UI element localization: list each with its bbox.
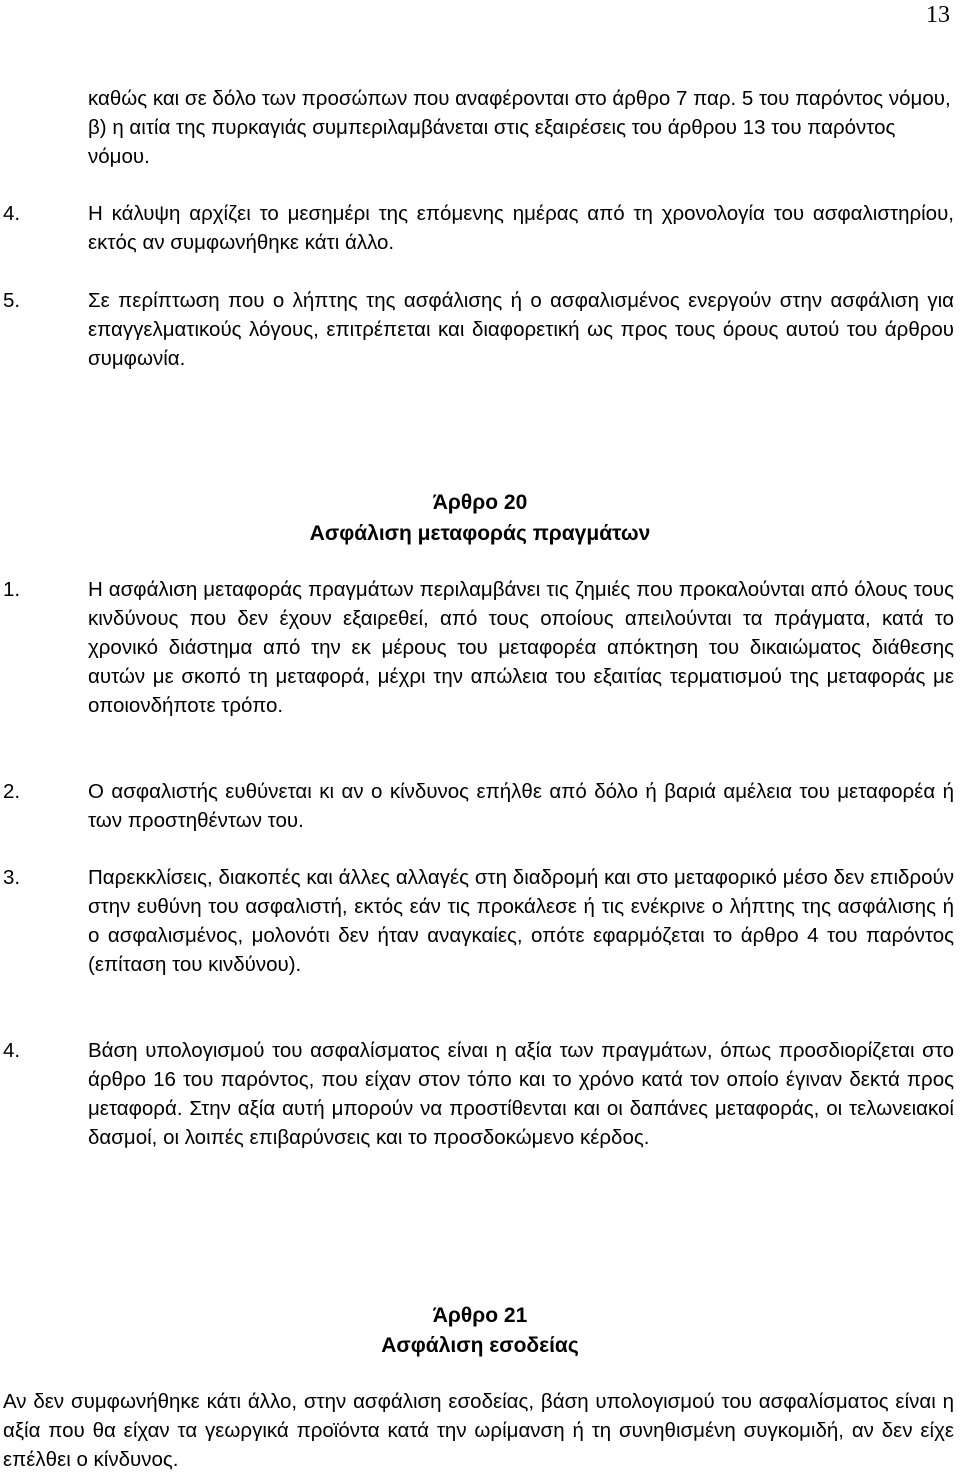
item-text: Ο ασφαλιστής ευθύνεται κι αν ο κίνδυνος επήλθε από δόλο ή βαριά αμέλεια του μεταφορέα ή των προστηθέντων του.: [88, 780, 954, 832]
article-20-title: Ασφάλιση μεταφοράς πραγμάτων: [309, 522, 651, 545]
item-number: 5.: [3, 289, 21, 312]
article-20-heading: Άρθρο 20: [432, 491, 528, 514]
article-21-paragraph: Αν δεν συμφωνήθηκε κάτι άλλο, στην ασφάλιση εσοδείας, βάση υπολογισμού του ασφαλίσματος είναι η αξία που θα είχαν τα γεωργικά προϊόντα κατά την ωρίμανση ή τη συνηθισμένη συγκομιδή, αν δεν είχε επέλθει ο κίνδυνος.: [3, 1390, 954, 1471]
item-text: Βάση υπολογισμού του ασφαλίσματος είναι η αξία των πραγμάτων, όπως προσδιορίζεται στο άρθρο 16 του παρόντος, που είχαν στον τόπο και το χρόνο κατά τον οποίο έγιναν δεκτά προς μεταφορά. Στην αξία αυτή μπορούν να προστίθενται και οι δαπάνες μεταφοράς, οι τελωνειακοί δασμοί, οι λοιπές επιβαρύνσεις και το προσδοκώμενο κέρδος.: [88, 1039, 954, 1149]
article-21-heading: Άρθρο 21: [432, 1304, 528, 1327]
item-text: Παρεκκλίσεις, διακοπές και άλλες αλλαγές στη διαδρομή και στο μεταφορικό μέσο δεν επιδρούν στην ευθύνη του ασφαλιστή, εκτός εάν τις προκάλεσε ή τις ενέκρινε ο λήπτης της ασφάλισης ή ο ασφαλισμένος, μολονότι δεν ήταν αναγκαίες, οπότε εφαρμόζεται το άρθρο 4 του παρόντος (επίταση του κινδύνου).: [88, 866, 954, 976]
item-number: 4.: [3, 1039, 21, 1062]
item-number: 1.: [3, 578, 21, 601]
list-item: [3, 199, 954, 257]
item-text: Σε περίπτωση που ο λήπτης της ασφάλισης ή ο ασφαλισμένος ενεργούν στην ασφάλιση για επαγγελματικούς λόγους, επιτρέπεται και διαφορετική ως προς τους όρους αυτού του άρθρου συμφωνία.: [88, 289, 954, 370]
article-21-title: Ασφάλιση εσοδείας: [381, 1334, 579, 1357]
item-number: 2.: [3, 780, 21, 803]
item-text: Η ασφάλιση μεταφοράς πραγμάτων περιλαμβάνει τις ζημιές που προκαλούνται από όλους τους κινδύνους που δεν έχουν εξαιρεθεί, από τους οποίους απειλούνται τα πράγματα, κατά το χρονικό διάστημα από την εκ μέρους του μεταφορέα απόκτηση του δικαιώματος διάθεσης αυτών με σκοπό τη μεταφορά, μέχρι την απώλεια του εξαιτίας τερματισμού της μεταφοράς με οποιονδήποτε τρόπο.: [88, 578, 954, 717]
item-text: Η κάλυψη αρχίζει το μεσημέρι της επόμενης ημέρας από τη χρονολογία του ασφαλιστηρίου, εκτός αν συμφωνήθηκε κάτι άλλο.: [88, 202, 954, 254]
continuation-paragraph: καθώς και σε δόλο των προσώπων που αναφέρονται στο άρθρο 7 παρ. 5 του παρόντος νόμου, β) η αιτία της πυρκαγιάς συμπεριλαμβάνεται στις εξαιρέσεις του άρθρου 13 του παρόντος νόμου.: [88, 87, 951, 168]
item-number: 4.: [3, 202, 21, 225]
list-item: [3, 1036, 954, 1152]
page-number: 13: [926, 2, 950, 28]
list-item: [3, 863, 954, 979]
item-number: 3.: [3, 866, 21, 889]
list-item: [3, 286, 954, 373]
list-item: [3, 777, 954, 835]
list-item: [3, 575, 954, 720]
